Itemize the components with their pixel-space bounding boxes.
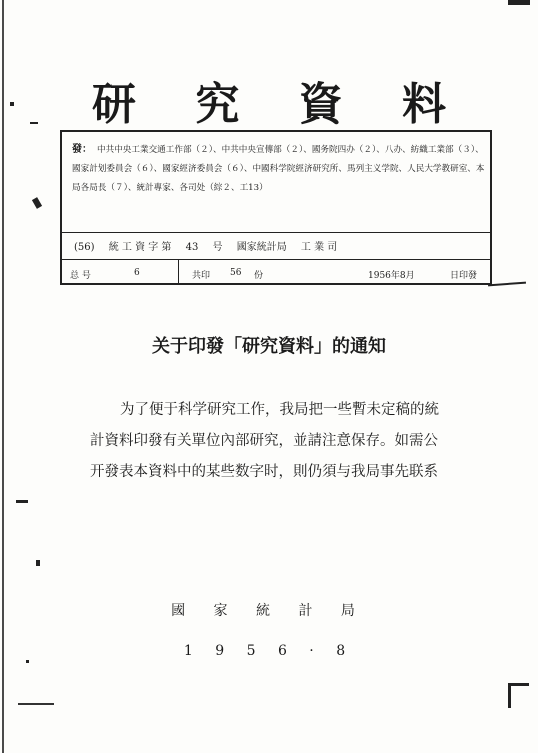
notice-body [90,395,490,488]
scan-speck [36,560,40,566]
scan-mark [508,0,530,5]
serial-number: 6 [134,268,140,278]
doc-type: 統 工 資 字 第 [108,242,172,253]
recipients-label: 發： [72,144,92,155]
copies-unit: 份 [254,271,264,281]
body-line: 計資料印發有关單位內部研究，並請注意保存。如需公 [90,433,438,449]
box-divider-bottom [62,259,490,260]
signature-org: 國 家 統 計 局 [171,603,367,619]
doc-suffix: 号 [212,242,223,253]
scan-speck [10,102,14,106]
scan-speck [30,122,38,124]
scan-speck [32,197,42,209]
scan-speck [18,703,54,705]
copies-label: 共印 [192,271,211,281]
body-line: 为了便于科学研究工作，我局把一些暫未定稿的統 [120,402,439,418]
recipients-text: 中共中央工業交通工作部（２）、中共中央宣傳部（２）、國务院四办（２）、八办、紡織工業部（３）、國家計划委員会（６）、國家經济委員会（６）、中國科学院經济研究所、馬列主义学院、人民大学教研室、本局各局長（７）、統計專家、各司处（綜２、工13） [72,145,485,193]
document-title: 研 究 資 料 [92,79,468,130]
notice-title: 关于印發「研究資料」的通知 [152,336,386,357]
copies-number: 56 [230,268,242,278]
scan-speck [16,500,28,503]
issuer: 國家統計局 [236,242,287,253]
pen-stroke [488,282,526,287]
box-divider-top [62,232,490,233]
printed-label: 日印發 [450,271,478,281]
distribution-box [60,130,492,285]
document-number-row [74,238,348,253]
serial-row [62,264,490,282]
serial-label: 总 号 [70,271,91,281]
issue-date: 1956年8月 [368,271,415,281]
department: 工 業 司 [300,242,338,253]
corner-mark [508,683,529,708]
scan-speck [26,660,29,663]
body-line: 开發表本資料中的某些数字时，則仍須与我局事先联系 [90,464,438,480]
doc-prefix: (56) [74,242,95,253]
doc-number: 43 [185,242,199,253]
recipients-block [72,140,486,198]
signature-date: 1 9 5 6 · 8 [183,643,355,659]
